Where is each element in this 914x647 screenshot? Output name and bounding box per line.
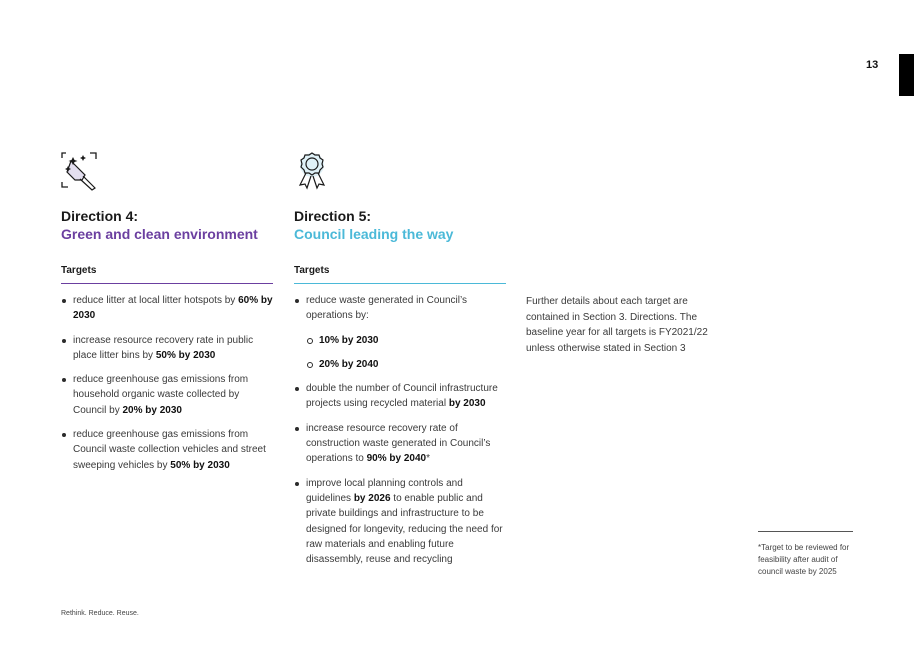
list-item: double the number of Council infrastructure projects using recycled material by 2030	[294, 381, 506, 412]
list-item: increase resource recovery rate in public place litter bins by 50% by 2030	[61, 333, 273, 364]
direction-5-column	[294, 150, 506, 576]
sub-list-item: 20% by 2040	[306, 357, 506, 372]
targets-list	[61, 293, 273, 473]
direction-title: Direction 4:	[61, 208, 139, 224]
further-details-text: Further details about each target are contained in Section 3. Directions. The baseline year for all targets is FY2021/22 unless otherwise stated in Section 3	[526, 296, 708, 354]
direction-4-column	[61, 150, 273, 482]
list-item: improve local planning controls and guidelines by 2026 to enable public and private buildings and infrastructure to be designed for longevity, reducing the need for raw materials and enabling future disassembly, reuse and recycling	[294, 476, 506, 568]
sub-list-item: 10% by 2030	[306, 333, 506, 348]
page-number: 13	[866, 59, 879, 71]
edge-tab-marker	[899, 54, 914, 96]
direction-subtitle: Council leading the way	[294, 226, 454, 242]
page-footer: Rethink. Reduce. Reuse.	[61, 610, 139, 617]
award-ribbon-icon	[294, 150, 332, 192]
list-item: reduce litter at local litter hotspots by 60% by 2030	[61, 293, 273, 324]
list-item: reduce greenhouse gas emissions from Council waste collection vehicles and street sweeping vehicles by 50% by 2030	[61, 427, 273, 473]
list-item: reduce greenhouse gas emissions from household organic waste collected by Council by 20% by 2030	[61, 372, 273, 418]
footnote: *Target to be reviewed for feasibility after audit of council waste by 2025	[758, 543, 850, 576]
list-item: reduce waste generated in Council’s operations by: 10% by 2030 20% by 2040	[294, 293, 506, 372]
sub-targets-list	[306, 333, 506, 373]
list-item: increase resource recovery rate of construction waste generated in Council’s operations to 90% by 2040*	[294, 421, 506, 467]
direction-subtitle: Green and clean environment	[61, 226, 258, 242]
cleaning-squeegee-icon	[61, 150, 99, 192]
targets-heading: Targets	[61, 265, 273, 284]
targets-list	[294, 293, 506, 567]
direction-title: Direction 5:	[294, 208, 372, 224]
footnote-divider	[758, 531, 853, 532]
targets-heading: Targets	[294, 265, 506, 284]
